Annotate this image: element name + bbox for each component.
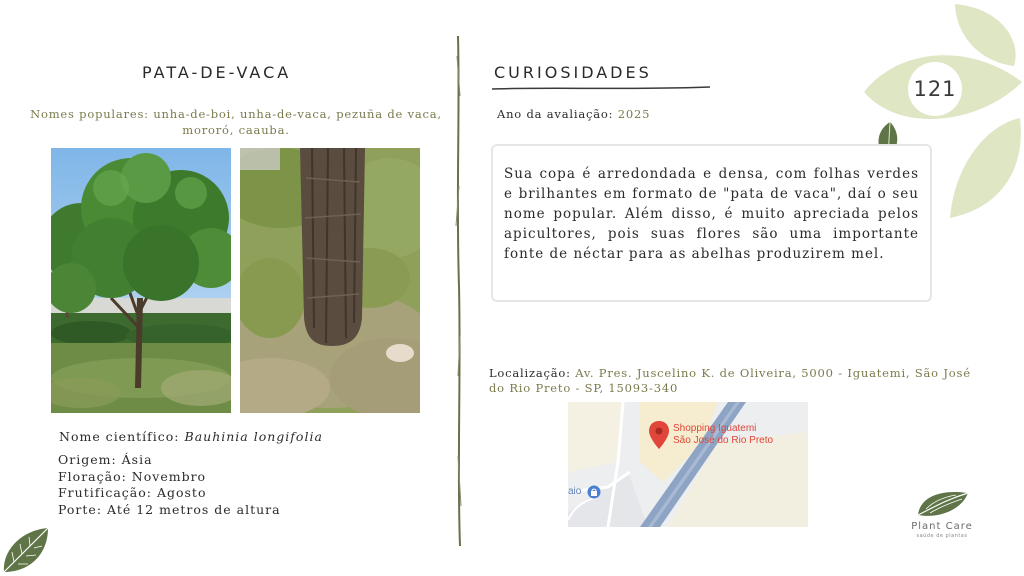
description-card — [491, 144, 932, 302]
fact-flowering: Floração: Novembro — [58, 468, 207, 484]
plant-care-logo-icon — [914, 487, 970, 519]
scientific-name-label: Nome científico: — [59, 429, 180, 444]
location-map[interactable] — [568, 402, 808, 527]
popular-names-value: unha-de-boi, unha-de-vaca, pezuña de vaca, mororó, caauba. — [153, 107, 442, 137]
fact-fruiting: Frutificação: Agosto — [58, 485, 207, 500]
popular-names-label: Nomes populares: — [30, 107, 149, 121]
fact-size: Porte: Até 12 metros de altura — [58, 501, 281, 517]
location — [489, 366, 979, 396]
tree-photo — [51, 148, 231, 413]
facts-list — [58, 452, 281, 518]
scientific-name-value: Bauhinia longifolia — [184, 429, 323, 444]
map-place-line1: Shopping Iguatemi — [673, 423, 757, 434]
map-pin-icon[interactable] — [648, 420, 670, 450]
section-title: CURIOSIDADES — [494, 63, 652, 82]
title-underline — [490, 84, 712, 92]
map-place-line2: São José do Rio Preto — [673, 435, 774, 446]
tree-image — [51, 148, 231, 413]
map-place-label — [673, 423, 773, 447]
popular-names — [30, 106, 442, 138]
description-text: Sua copa é arredondada e densa, com folhas verdes e brilhantes em formato de "pata de vaca", daí o seu nome popular. Além disso, é muito apreciada pelos apicultores, pois suas flores são uma importante fonte de néctar para as abelhas produzirem mel. — [504, 166, 919, 262]
trunk-image — [240, 148, 420, 413]
brand-tagline: saúde de plantas — [916, 533, 968, 539]
shopping-bag-icon — [587, 485, 601, 499]
location-value: Av. Pres. Juscelino K. de Oliveira, 5000 - Iguatemi, São José do Rio Preto - SP, 15093-340 — [489, 366, 971, 395]
brand-name: Plant Care — [911, 521, 973, 532]
page-number: 121 — [913, 77, 957, 101]
map-side-label: aio — [568, 486, 582, 497]
leaf-icon — [0, 524, 52, 576]
fact-origin: Origem: Ásia — [58, 452, 153, 467]
divider — [452, 36, 466, 546]
page-number-badge — [908, 62, 962, 116]
location-label: Localização: — [489, 366, 571, 380]
scientific-name — [59, 429, 323, 446]
evaluation-year — [497, 107, 650, 121]
evaluation-year-label: Ano da avaliação: — [497, 107, 614, 121]
evaluation-year-value: 2025 — [617, 107, 651, 121]
page-title: PATA-DE-VACA — [142, 63, 292, 82]
trunk-photo — [240, 148, 420, 413]
map-canvas — [568, 402, 808, 527]
